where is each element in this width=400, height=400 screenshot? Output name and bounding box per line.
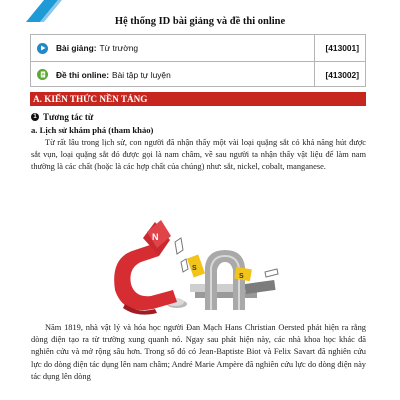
magnet-n-label: N: [152, 232, 159, 242]
section-heading: A. KIẾN THỨC NỀN TẢNG: [30, 92, 366, 106]
id-system-table: [30, 34, 366, 87]
subsubsection-heading: a. Lịch sử khám phá (tham khảo): [31, 125, 154, 135]
exam-label: Đề thi online:: [56, 69, 110, 80]
exam-row[interactable]: [31, 61, 365, 87]
exam-code: [413002]: [325, 69, 359, 80]
subsection-heading: [31, 112, 93, 122]
document-icon: [37, 69, 48, 80]
play-icon: [37, 43, 48, 54]
subsection-number: 1: [31, 113, 39, 121]
lecture-row[interactable]: [31, 35, 365, 61]
lecture-label: Bài giảng:: [56, 43, 97, 53]
subsection-title: Tương tác từ: [43, 112, 94, 122]
lecture-text: Từ trường: [99, 43, 139, 53]
magnet-s2-label: S: [239, 273, 244, 280]
paragraph-history: Từ rất lâu trong lịch sử, con người đã nhận thấy một vài loại quặng sắt có khả năng hút được sắt vụn, loại quặng sắt đó được gọi là nam châm, về sau người ta nhận thấy vật liệu để làm nam thường là các chất (hoặc là các hợp chất của chúng) như: sắt, nickel, cobalt, manganese.: [31, 138, 366, 172]
magnet-illustration: [95, 212, 310, 317]
id-system-title: Hệ thống ID bài giảng và đề thi online: [114, 16, 286, 27]
exam-text: Bài tập tự luyện: [112, 69, 171, 80]
magnet-s-label: S: [192, 265, 197, 272]
lecture-code: [413001]: [325, 43, 359, 53]
paragraph-oersted: Năm 1819, nhà vật lý và hóa học người Đan Mạch Hans Christian Oersted phát hiện ra rằng dòng điện tạo ra từ trường xung quanh nó. Ngay sau phát hiện này, các nhà khoa học khác đã nghiên cứu và mở rộng sâu hơn. Trong số đó có Jean-Baptiste Biot và Felix Savart đã nghiên cứu lực do dòng điện tác dụng lên nam châm; André Marie Ampère đã nghiên cứu lực do dòng điện này tác dụng lên dòng: [31, 323, 366, 381]
